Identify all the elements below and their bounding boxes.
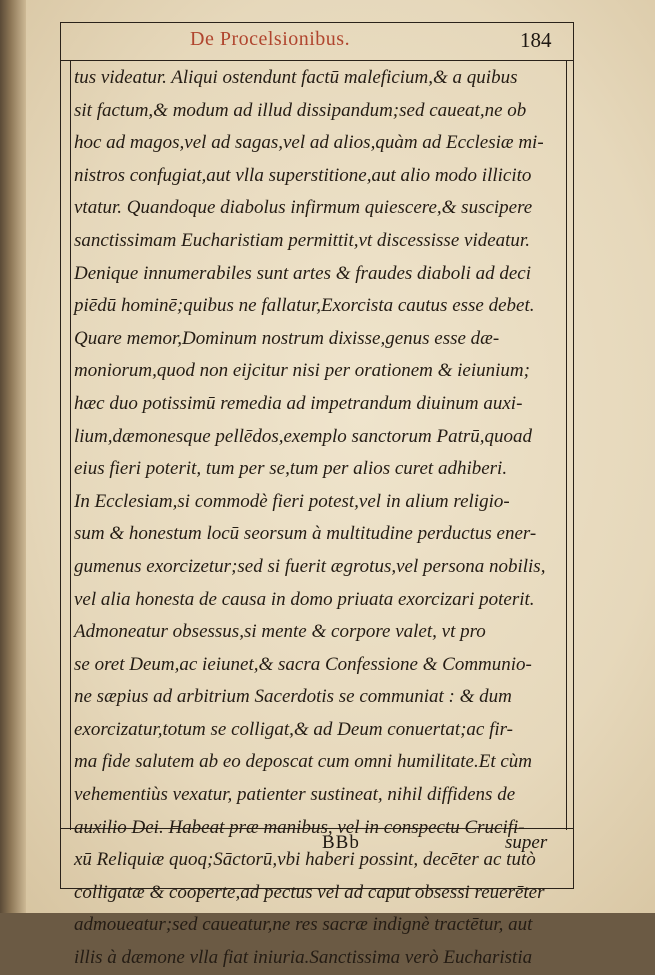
text-line: piēdū hominē;quibus ne fallatur,Exorcista cautus esse debet. xyxy=(74,295,535,317)
text-line: sanctissimam Eucharistiam permittit,vt discessisse videatur. xyxy=(74,229,530,251)
text-line: Admoneatur obsessus,si mente & corpore valet, vt pro xyxy=(74,621,486,643)
text-line: lium,dæmonesque pellēdos,exemplo sanctorum Patrū,quoad xyxy=(74,425,533,447)
text-line: vehementiùs vexatur, patienter sustineat, nihil diffidens de xyxy=(74,784,516,806)
text-line: admoueatur;sed caueatur,ne res sacræ indignè tractētur, aut xyxy=(74,914,533,936)
text-line: tus videatur. Aliqui ostendunt factū maleficium,& a quibus xyxy=(74,67,518,88)
text-line: Quare memor,Dominum nostrum dixisse,genus esse dæ- xyxy=(74,327,500,349)
text-line: exorcizatur,totum se colligat,& ad Deum conuertat;ac fir- xyxy=(74,718,514,740)
text-rule-left xyxy=(70,60,71,830)
text-line: se oret Deum,ac ieiunet,& sacra Confessione & Communio- xyxy=(74,653,532,675)
text-line: colligatæ & cooperte,ad pectus vel ad caput obsessi reuerēter xyxy=(74,881,545,903)
text-line: hoc ad magos,vel ad sagas,vel ad alios,quàm ad Ecclesiæ mi- xyxy=(74,132,544,154)
text-line: vel alia honesta de causa in domo priuata exorcizari poterit. xyxy=(74,588,535,610)
text-line: Denique innumerabiles sunt artes & fraudes diaboli ad deci xyxy=(74,262,532,284)
text-line: ma fide salutem ab eo deposcat cum omni humilitate.Et cùm xyxy=(74,751,533,773)
text-line: ne sæpius ad arbitrium Sacerdotis se communiat : & dum xyxy=(74,686,512,708)
page-number: 184 xyxy=(520,28,552,52)
text-line: auxilio Dei. Habeat præ manibus, vel in conspectu Crucifi- xyxy=(74,816,525,838)
signature-mark: BBb xyxy=(322,832,360,853)
text-line: hæc duo potissimū remedia ad impetrandum diuinum auxi- xyxy=(74,392,523,414)
running-head: De Procelsionibus. xyxy=(190,28,351,50)
text-line: sum & honestum locū seorsum à multitudine perductus ener- xyxy=(74,523,537,545)
text-line: nistros confugiat,aut vlla superstitione,aut alio modo illicito xyxy=(74,164,532,186)
text-line: illis à dæmone vlla fiat iniuria.Sanctissima verò Eucharistia xyxy=(74,947,533,969)
text-line: sit factum,& modum ad illud dissipandum;sed caueat,ne ob xyxy=(74,99,527,121)
text-line: vtatur. Quandoque diabolus infirmum quiescere,& suscipere xyxy=(74,197,533,219)
catchword: super xyxy=(505,832,548,853)
book-gutter-shadow xyxy=(0,0,26,913)
text-line: In Ecclesiam,si commodè fieri potest,vel in alium religio- xyxy=(74,490,510,512)
text-line: eius fieri poterit, tum per se,tum per alios curet adhiberi. xyxy=(74,458,508,480)
text-line: moniorum,quod non eijcitur nisi per orationem & ieiunium; xyxy=(74,360,530,382)
text-line: gumenus exorcizetur;sed si fuerit ægrotus,vel persona nobilis, xyxy=(74,555,546,577)
text-line: xū Reliquiæ quoq;Sāctorū,vbi haberi possint, decēter ac tutò xyxy=(74,849,536,871)
header-rule xyxy=(60,60,574,61)
